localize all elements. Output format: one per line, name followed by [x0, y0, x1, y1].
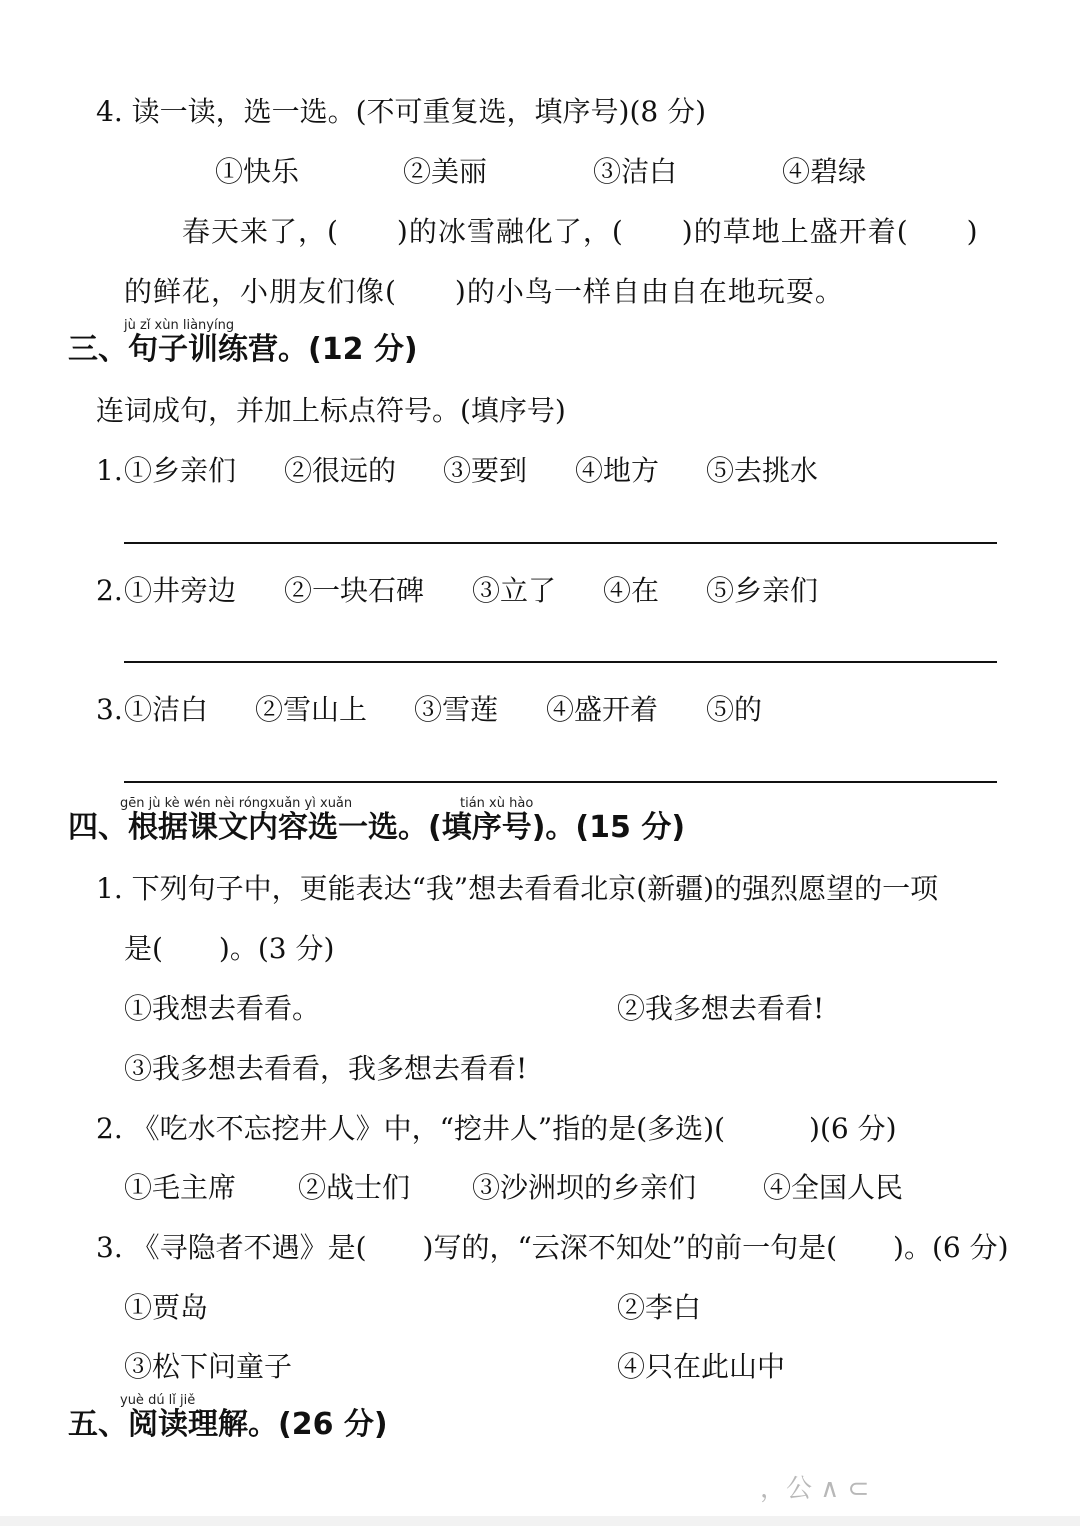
s3-item1-word: ⑤去挑水 [706, 454, 819, 487]
s4-q2-option-4: ④全国人民 [763, 1171, 904, 1204]
q4-option-2: ②美丽 [403, 155, 488, 188]
page-bottom-edge [0, 1516, 1080, 1526]
s3-item3-answer-line[interactable] [124, 781, 997, 783]
s3-item2-word: ①井旁边 [124, 574, 237, 607]
s4-q2-option-1: ①毛主席 [124, 1171, 237, 1204]
s4-q3-option-4: ④只在此山中 [617, 1350, 786, 1383]
s3-item2-word: ④在 [603, 574, 660, 607]
s4-q3-option-3: ③松下问童子 [124, 1350, 293, 1383]
section4-title: 四、根据课文内容选一选。(填序号)。(15 分) [68, 810, 686, 845]
s3-item2-word: ⑤乡亲们 [706, 574, 819, 607]
s3-item1-word: ②很远的 [284, 454, 397, 487]
q4-option-3: ③洁白 [593, 155, 678, 188]
s3-item3-word: ⑤的 [706, 693, 763, 726]
s3-item1-word: ③要到 [443, 454, 528, 487]
s4-q2-option-2: ②战士们 [298, 1171, 411, 1204]
section5-pinyin: yuè dú lǐ jiě [120, 1393, 196, 1408]
s3-item3-word: ④盛开着 [546, 693, 659, 726]
q4-option-4: ④碧绿 [782, 155, 867, 188]
s3-item1-word: ④地方 [575, 454, 660, 487]
s4-q2-option-3: ③沙洲坝的乡亲们 [472, 1171, 697, 1204]
s3-item2-word: ③立了 [472, 574, 557, 607]
s4-q3-option-2: ②李白 [617, 1291, 702, 1324]
s3-item1-answer-line[interactable] [124, 542, 997, 544]
q4-title: 4. 读一读，选一选。(不可重复选，填序号)(8 分) [96, 95, 707, 128]
s3-item3-number: 3. [96, 693, 123, 726]
s4-q1-option-1: ①我想去看看。 [124, 992, 321, 1025]
s3-item3-word: ②雪山上 [255, 693, 368, 726]
s3-item1-word: ①乡亲们 [124, 454, 237, 487]
section4-pinyin-b: tián xù hào [460, 796, 534, 811]
s4-q1-line-1: 1. 下列句子中，更能表达“我”想去看看北京(新疆)的强烈愿望的一项 [96, 872, 939, 905]
s3-item3-word: ①洁白 [124, 693, 209, 726]
s4-q2-line: 2. 《吃水不忘挖井人》中，“挖井人”指的是(多选)( )(6 分) [96, 1112, 897, 1145]
s3-item2-number: 2. [96, 574, 123, 607]
section3-instruction: 连词成句，并加上标点符号。(填序号) [96, 394, 566, 427]
s4-q1-line-2: 是( )。(3 分) [124, 932, 335, 965]
s4-q3-option-1: ①贾岛 [124, 1291, 209, 1324]
section3-pinyin: jù zǐ xùn liànyíng [124, 318, 235, 333]
s3-item3-word: ③雪莲 [414, 693, 499, 726]
s4-q1-option-3: ③我多想去看看，我多想去看看! [124, 1052, 528, 1085]
section5-title: 五、阅读理解。(26 分) [68, 1407, 388, 1442]
s3-item2-word: ②一块石碑 [284, 574, 425, 607]
q4-paragraph-line-2: 的鲜花，小朋友们像( )的小鸟一样自由自在地玩耍。 [124, 275, 844, 308]
section3-title: 三、句子训练营。(12 分) [68, 332, 418, 367]
q4-paragraph-line-1: 春天来了，( )的冰雪融化了，( )的草地上盛开着( ) [182, 215, 979, 248]
s3-item1-number: 1. [96, 454, 123, 487]
q4-option-1: ①快乐 [215, 155, 300, 188]
s4-q1-option-2: ②我多想去看看! [617, 992, 825, 1025]
s4-q3-line: 3. 《寻隐者不遇》是( )写的，“云深不知处”的前一句是( )。(6 分) [96, 1231, 1009, 1264]
section4-pinyin-a: gēn jù kè wén nèi róngxuǎn yì xuǎn [120, 796, 353, 811]
s3-item2-answer-line[interactable] [124, 661, 997, 663]
watermark: ，公 ∧ ⊂ [760, 1474, 870, 1504]
